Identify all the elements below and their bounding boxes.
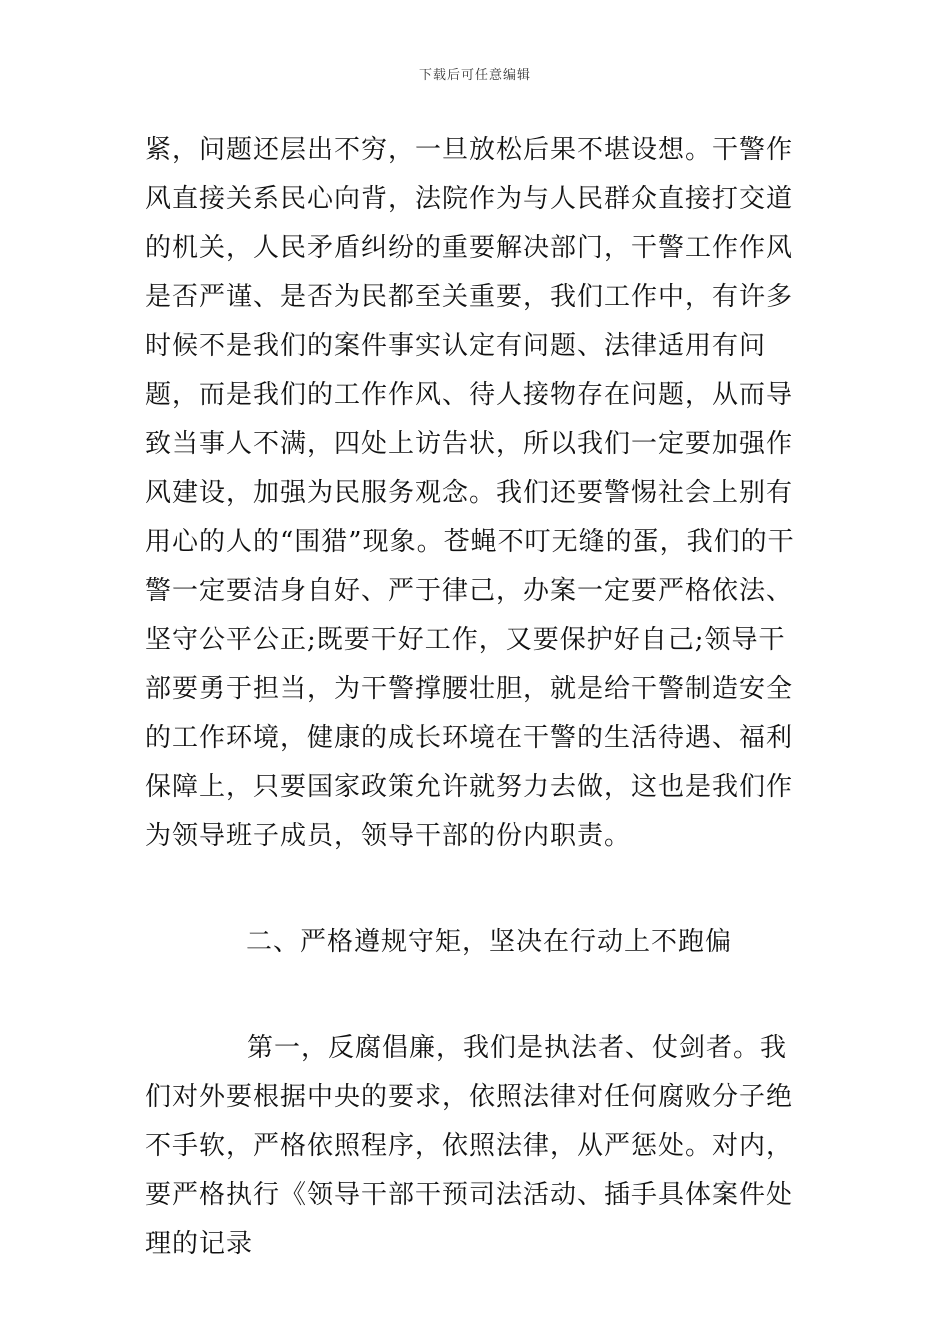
header-note: 下载后可任意编辑 bbox=[418, 68, 531, 83]
section-heading: 二、严格遵规守矩，坚决在行动上不跑偏 bbox=[246, 927, 733, 957]
paragraph-1: 紧，问题还层出不穷，一旦放松后果不堪设想。干警作风直接关系民心向背，法院作为与人民群众直接打交道的机关，人民矛盾纠纷的重要解决部门，干警工作作风是否严谨、是否为民都至关重要，我们工作中，有许多时候不是我们的案件事实认定有问题、法律适用有问题，而是我们的工作作风、待人接物存在问题，从而导致当事人不满，四处上访告状，所以我们一定要加强作风建设，加强为民服务观念。我们还要警惕社会上别有用心的人的“围猎”现象。苍蝇不叮无缝的蛋，我们的干警一定要洁身自好、严于律己，办案一定要严格依法、坚守公平公正;既要干好工作，又要保护好自己;领导干部要勇于担当，为干警撑腰壮胆，就是给干警制造安全的工作环境，健康的成长环境在干警的生活待遇、福利保障上，只要国家政策允许就努力去做，这也是我们作为领导班子成员，领导干部的份内职责。 bbox=[145, 135, 795, 851]
paragraph-2: 第一，反腐倡廉，我们是执法者、仗剑者。我们对外要根据中央的要求，依照法律对任何腐败分子绝不手软，严格依照程序，依照法律，从严惩处。对内，要严格执行《领导干部干预司法活动、插手具体案件处理的记录 bbox=[145, 1033, 794, 1259]
